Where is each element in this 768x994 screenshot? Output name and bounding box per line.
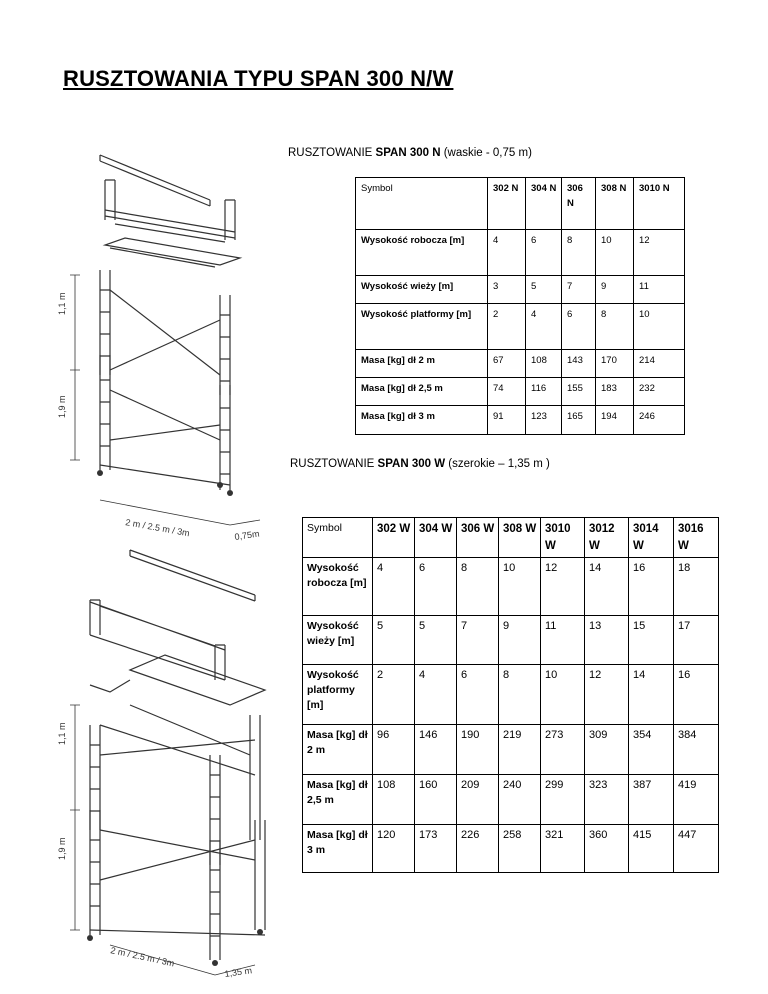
table-cell: 299 bbox=[541, 775, 585, 825]
section-title-n-prefix: RUSZTOWANIE bbox=[288, 147, 376, 159]
table-row bbox=[303, 825, 719, 873]
header-cell: 308 W bbox=[499, 518, 541, 558]
table-cell: 11 bbox=[541, 616, 585, 665]
width-label-w: 1,35 m bbox=[223, 965, 253, 979]
table-row bbox=[303, 665, 719, 725]
table-row bbox=[303, 725, 719, 775]
table-cell: 15 bbox=[629, 616, 674, 665]
table-cell: 173 bbox=[415, 825, 457, 873]
table-cell: 321 bbox=[541, 825, 585, 873]
header-cell: 302 N bbox=[488, 178, 526, 230]
table-cell: 17 bbox=[674, 616, 719, 665]
header-cell: 306 N bbox=[562, 178, 596, 230]
row-label: Wysokość robocza [m] bbox=[356, 230, 488, 276]
table-cell: 246 bbox=[634, 406, 685, 435]
table-cell: 165 bbox=[562, 406, 596, 435]
header-cell: 306 W bbox=[457, 518, 499, 558]
section-title-w bbox=[290, 458, 550, 470]
height-label-top-n: 1,1 m bbox=[57, 292, 67, 315]
height-label-top-w: 1,1 m bbox=[57, 722, 67, 745]
table-cell: 12 bbox=[541, 558, 585, 616]
table-cell: 13 bbox=[585, 616, 629, 665]
table-row bbox=[356, 276, 685, 304]
table-cell: 8 bbox=[457, 558, 499, 616]
table-header-row bbox=[303, 518, 719, 558]
table-cell: 360 bbox=[585, 825, 629, 873]
table-row bbox=[303, 775, 719, 825]
page-title: RUSZTOWANIA TYPU SPAN 300 N/W bbox=[63, 66, 454, 91]
section-title-n bbox=[288, 147, 532, 159]
table-cell: 146 bbox=[415, 725, 457, 775]
row-label: Masa [kg] dł 2 m bbox=[356, 350, 488, 378]
table-cell: 12 bbox=[634, 230, 685, 276]
row-label: Masa [kg] dł 3 m bbox=[356, 406, 488, 435]
table-row bbox=[303, 558, 719, 616]
header-cell: Symbol bbox=[356, 178, 488, 230]
table-cell: 273 bbox=[541, 725, 585, 775]
table-cell: 10 bbox=[541, 665, 585, 725]
section-title-w-prefix: RUSZTOWANIE bbox=[290, 458, 378, 470]
row-label: Masa [kg] dł 3 m bbox=[303, 825, 373, 873]
table-cell: 4 bbox=[526, 304, 562, 350]
table-cell: 194 bbox=[596, 406, 634, 435]
table-cell: 8 bbox=[562, 230, 596, 276]
header-cell: 3016 W bbox=[674, 518, 719, 558]
table-cell: 6 bbox=[526, 230, 562, 276]
table-cell: 14 bbox=[585, 558, 629, 616]
table-cell: 4 bbox=[415, 665, 457, 725]
table-cell: 5 bbox=[415, 616, 457, 665]
table-cell: 354 bbox=[629, 725, 674, 775]
spec-table-narrow bbox=[355, 177, 685, 435]
table-cell: 258 bbox=[499, 825, 541, 873]
section-title-w-suffix: (szerokie – 1,35 m ) bbox=[445, 458, 550, 470]
table-cell: 155 bbox=[562, 378, 596, 406]
spec-table-wide bbox=[302, 517, 719, 873]
header-cell: 302 W bbox=[373, 518, 415, 558]
table-cell: 4 bbox=[488, 230, 526, 276]
scaffold-drawing-narrow bbox=[55, 140, 275, 550]
row-label: Wysokość wieży [m] bbox=[356, 276, 488, 304]
table-cell: 5 bbox=[526, 276, 562, 304]
table-cell: 9 bbox=[499, 616, 541, 665]
table-cell: 108 bbox=[526, 350, 562, 378]
table-cell: 67 bbox=[488, 350, 526, 378]
table-row bbox=[356, 350, 685, 378]
table-cell: 8 bbox=[499, 665, 541, 725]
section-title-w-bold: SPAN 300 W bbox=[377, 458, 446, 470]
table-cell: 16 bbox=[674, 665, 719, 725]
header-cell: 308 N bbox=[596, 178, 634, 230]
table-cell: 10 bbox=[634, 304, 685, 350]
height-label-bottom-w: 1,9 m bbox=[57, 837, 67, 860]
table-cell: 415 bbox=[629, 825, 674, 873]
table-header-row bbox=[356, 178, 685, 230]
table-cell: 96 bbox=[373, 725, 415, 775]
header-cell: 3010 N bbox=[634, 178, 685, 230]
table-cell: 226 bbox=[457, 825, 499, 873]
header-cell: 3014 W bbox=[629, 518, 674, 558]
table-cell: 309 bbox=[585, 725, 629, 775]
table-cell: 209 bbox=[457, 775, 499, 825]
table-cell: 12 bbox=[585, 665, 629, 725]
table-cell: 387 bbox=[629, 775, 674, 825]
table-cell: 4 bbox=[373, 558, 415, 616]
row-label: Wysokość wieży [m] bbox=[303, 616, 373, 665]
table-row bbox=[356, 406, 685, 435]
table-cell: 6 bbox=[415, 558, 457, 616]
header-cell: 304 W bbox=[415, 518, 457, 558]
table-row bbox=[356, 230, 685, 276]
table-cell: 240 bbox=[499, 775, 541, 825]
table-cell: 10 bbox=[499, 558, 541, 616]
length-label-w: 2 m / 2.5 m / 3m bbox=[109, 945, 176, 969]
header-cell: Symbol bbox=[303, 518, 373, 558]
width-label-n: 0,75m bbox=[233, 528, 261, 542]
table-row bbox=[356, 304, 685, 350]
row-label: Wysokość platformy [m] bbox=[303, 665, 373, 725]
table-cell: 3 bbox=[488, 276, 526, 304]
table-cell: 10 bbox=[596, 230, 634, 276]
row-label: Wysokość robocza [m] bbox=[303, 558, 373, 616]
table-cell: 74 bbox=[488, 378, 526, 406]
table-cell: 219 bbox=[499, 725, 541, 775]
table-cell: 232 bbox=[634, 378, 685, 406]
scaffold-drawing-wide bbox=[55, 540, 300, 980]
header-cell: 3010 W bbox=[541, 518, 585, 558]
table-cell: 160 bbox=[415, 775, 457, 825]
row-label: Masa [kg] dł 2,5 m bbox=[356, 378, 488, 406]
table-cell: 5 bbox=[373, 616, 415, 665]
table-cell: 6 bbox=[457, 665, 499, 725]
table-cell: 9 bbox=[596, 276, 634, 304]
table-cell: 190 bbox=[457, 725, 499, 775]
table-cell: 8 bbox=[596, 304, 634, 350]
table-cell: 91 bbox=[488, 406, 526, 435]
header-cell: 304 N bbox=[526, 178, 562, 230]
table-cell: 143 bbox=[562, 350, 596, 378]
table-cell: 18 bbox=[674, 558, 719, 616]
table-row bbox=[356, 378, 685, 406]
table-cell: 419 bbox=[674, 775, 719, 825]
section-title-n-bold: SPAN 300 N bbox=[375, 147, 441, 159]
header-cell: 3012 W bbox=[585, 518, 629, 558]
table-cell: 2 bbox=[373, 665, 415, 725]
table-cell: 16 bbox=[629, 558, 674, 616]
row-label: Masa [kg] dł 2 m bbox=[303, 725, 373, 775]
height-label-bottom-n: 1,9 m bbox=[57, 395, 67, 418]
table-cell: 183 bbox=[596, 378, 634, 406]
table-cell: 6 bbox=[562, 304, 596, 350]
table-cell: 123 bbox=[526, 406, 562, 435]
table-cell: 170 bbox=[596, 350, 634, 378]
row-label: Masa [kg] dł 2,5 m bbox=[303, 775, 373, 825]
section-title-n-suffix: (waskie - 0,75 m) bbox=[440, 147, 532, 159]
table-row bbox=[303, 616, 719, 665]
table-cell: 7 bbox=[562, 276, 596, 304]
table-cell: 7 bbox=[457, 616, 499, 665]
table-cell: 2 bbox=[488, 304, 526, 350]
table-cell: 120 bbox=[373, 825, 415, 873]
table-cell: 214 bbox=[634, 350, 685, 378]
row-label: Wysokość platformy [m] bbox=[356, 304, 488, 350]
table-cell: 108 bbox=[373, 775, 415, 825]
table-cell: 447 bbox=[674, 825, 719, 873]
table-cell: 323 bbox=[585, 775, 629, 825]
table-cell: 11 bbox=[634, 276, 685, 304]
table-cell: 116 bbox=[526, 378, 562, 406]
table-cell: 14 bbox=[629, 665, 674, 725]
table-cell: 384 bbox=[674, 725, 719, 775]
length-label-n: 2 m / 2.5 m / 3m bbox=[124, 517, 191, 539]
